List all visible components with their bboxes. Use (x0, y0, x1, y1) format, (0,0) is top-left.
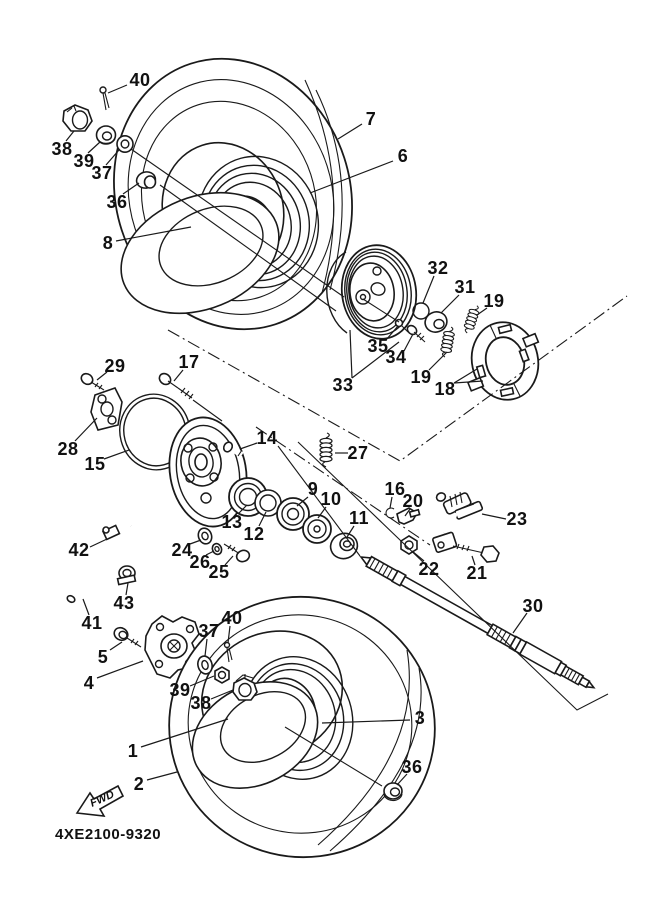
callout-26: 26 (189, 552, 211, 572)
callout-43: 43 (113, 593, 135, 613)
leader-line-33 (350, 330, 352, 378)
washer-37-top (117, 136, 133, 152)
leader-line-5 (110, 642, 122, 650)
bolt-29 (79, 371, 104, 390)
callout-14: 14 (256, 428, 278, 448)
bolt-21 (453, 544, 499, 562)
callout-42: 42 (68, 540, 90, 560)
callout-35: 35 (367, 336, 389, 356)
oil-seal-10 (303, 515, 331, 543)
callout-11: 11 (348, 508, 370, 528)
castle-nut-38-top (63, 105, 92, 131)
callout-19: 19 (410, 367, 432, 387)
callout-39: 39 (73, 151, 95, 171)
callout-27: 27 (347, 443, 369, 463)
callout-15: 15 (84, 454, 106, 474)
callout-12: 12 (243, 524, 265, 544)
callout-36: 36 (401, 757, 423, 777)
leader-line-42 (90, 539, 107, 547)
callout-16: 16 (384, 479, 406, 499)
fwd-arrow (77, 786, 123, 816)
leader-line-7 (338, 124, 362, 139)
callout-21: 21 (466, 563, 488, 583)
fwd-label: FWD (88, 788, 117, 810)
spring-19-upper (462, 304, 481, 335)
anchor-plate-28 (91, 388, 122, 430)
callout-9: 9 (307, 479, 319, 499)
brake-shoes-18 (465, 316, 546, 406)
leader-line-32 (423, 276, 434, 303)
callout-33: 33 (332, 375, 354, 395)
callout-38: 38 (190, 693, 212, 713)
washer-24 (196, 526, 214, 545)
circlip-16 (386, 508, 394, 518)
callout-22: 22 (418, 559, 440, 579)
callout-32: 32 (427, 258, 449, 278)
breather-pipe-41 (66, 526, 134, 604)
cotter-pin-40-top (100, 87, 109, 110)
nut-22 (401, 536, 417, 554)
part-code: 4XE2100-9320 (55, 826, 162, 843)
callout-37: 37 (91, 163, 113, 183)
callout-23: 23 (506, 509, 528, 529)
leader-line-23 (482, 514, 506, 519)
leader-line-31 (441, 295, 459, 313)
brake-cam-lever-23 (432, 491, 483, 552)
callout-29: 29 (104, 356, 126, 376)
callout-30: 30 (522, 596, 544, 616)
callout-31: 31 (454, 277, 476, 297)
callout-4: 4 (83, 673, 95, 693)
callout-6: 6 (397, 146, 409, 166)
pipe-clamp-43 (118, 566, 136, 585)
callout-7: 7 (365, 109, 377, 129)
bolt-34 (406, 324, 425, 342)
flange-nut-36-bottom (384, 783, 402, 801)
callout-10: 10 (320, 489, 342, 509)
callout-40: 40 (129, 70, 151, 90)
leader-line-28 (75, 418, 97, 441)
callout-40: 40 (221, 608, 243, 628)
leader-line-30 (513, 613, 527, 633)
leader-line-2 (147, 772, 177, 780)
callout-41: 41 (81, 613, 103, 633)
leader-line-40 (108, 85, 127, 93)
bolt-5 (112, 625, 141, 647)
callout-19: 19 (483, 291, 505, 311)
callout-36: 36 (106, 192, 128, 212)
leader-line-19 (429, 352, 447, 370)
bolt-25 (224, 544, 251, 563)
callout-24: 24 (171, 540, 193, 560)
callout-38: 38 (51, 139, 73, 159)
callout-3: 3 (414, 708, 426, 728)
leader-line-14 (240, 443, 257, 449)
callout-1: 1 (127, 741, 139, 761)
callout-5: 5 (97, 647, 109, 667)
callout-18: 18 (434, 379, 456, 399)
callout-37: 37 (198, 621, 220, 641)
callout-25: 25 (208, 562, 230, 582)
nut-39-bottom (215, 667, 229, 683)
callout-17: 17 (178, 352, 200, 372)
callout-34: 34 (385, 347, 407, 367)
leader-line-15 (104, 450, 129, 459)
callout-20: 20 (402, 491, 424, 511)
pipe-clamp-42 (103, 525, 119, 539)
callout-13: 13 (221, 512, 243, 532)
spring-27 (320, 433, 332, 467)
callout-8: 8 (102, 233, 114, 253)
washer-26 (211, 542, 223, 555)
nut-39-top (97, 126, 116, 144)
callout-2: 2 (133, 774, 145, 794)
callout-28: 28 (57, 439, 79, 459)
callout-39: 39 (169, 680, 191, 700)
